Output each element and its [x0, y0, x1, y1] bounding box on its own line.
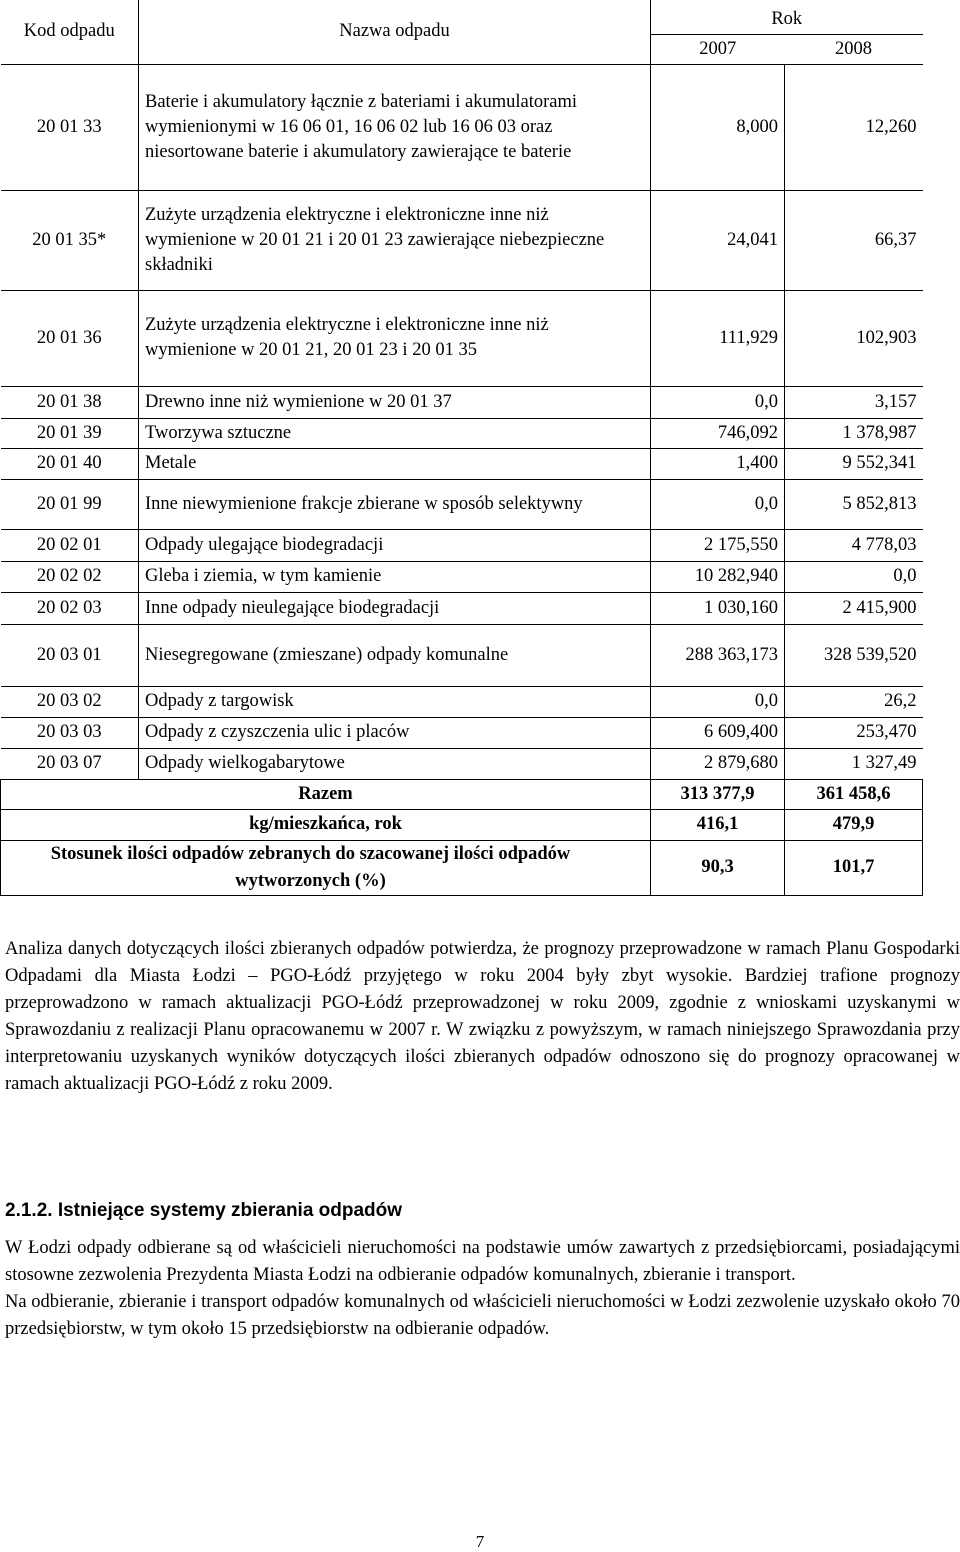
- row-value-2007: 0,0: [651, 686, 785, 717]
- table-row: [1, 418, 923, 448]
- row-nazwa: Odpady ulegające biodegradacji: [139, 529, 651, 561]
- table-row: [1, 290, 923, 386]
- row-kod: 20 03 01: [1, 624, 139, 686]
- row-kod: 20 03 02: [1, 686, 139, 717]
- systems-paragraph-2: Na odbieranie, zbieranie i transport odpadów komunalnych od właścicieli nieruchomości w Łodzi zezwolenie uzyskało około 70 przedsiębiorstw, w tym około 15 przedsiębiorstw na odbieranie odpadów.: [5, 1292, 960, 1339]
- systems-paragraph-block: [5, 1235, 960, 1343]
- row-kod: 20 01 35*: [1, 190, 139, 290]
- row-value-2007: 6 609,400: [651, 717, 785, 748]
- row-nazwa: Zużyte urządzenia elektryczne i elektroniczne inne niż wymienione w 20 01 21 i 20 01 23 zawierające niebezpieczne składniki: [139, 190, 651, 290]
- header-2007: 2007: [651, 34, 785, 64]
- row-nazwa: Metale: [139, 448, 651, 479]
- row-nazwa: Niesegregowane (zmieszane) odpady komunalne: [139, 624, 651, 686]
- summary-row: [1, 840, 923, 895]
- row-kod: 20 01 36: [1, 290, 139, 386]
- summary-row: [1, 779, 923, 809]
- table-row: [1, 190, 923, 290]
- table-row: [1, 448, 923, 479]
- header-nazwa: Nazwa odpadu: [139, 0, 651, 64]
- table-row: [1, 624, 923, 686]
- row-value-2007: 1,400: [651, 448, 785, 479]
- analysis-paragraph-block: [5, 936, 960, 1098]
- header-rok: Rok: [651, 0, 923, 34]
- summary-label: Stosunek ilości odpadów zebranych do szacowanej ilości odpadów wytworzonych (%): [1, 840, 651, 895]
- table-row: [1, 686, 923, 717]
- summary-value-2008: 479,9: [785, 809, 923, 840]
- summary-value-2007: 313 377,9: [651, 779, 785, 809]
- row-kod: 20 02 03: [1, 592, 139, 624]
- row-kod: 20 01 99: [1, 479, 139, 529]
- row-nazwa: Odpady z czyszczenia ulic i placów: [139, 717, 651, 748]
- row-nazwa: Zużyte urządzenia elektryczne i elektroniczne inne niż wymienione w 20 01 21, 20 01 23 i 20 01 35: [139, 290, 651, 386]
- table-row: [1, 592, 923, 624]
- summary-value-2008: 101,7: [785, 840, 923, 895]
- page-number: 7: [475, 1532, 485, 1551]
- row-value-2007: 288 363,173: [651, 624, 785, 686]
- row-value-2007: 1 030,160: [651, 592, 785, 624]
- row-value-2008: 102,903: [785, 290, 923, 386]
- row-value-2008: 1 378,987: [785, 418, 923, 448]
- header-2008: 2008: [785, 34, 923, 64]
- row-value-2007: 24,041: [651, 190, 785, 290]
- summary-row: [1, 809, 923, 840]
- row-kod: 20 02 01: [1, 529, 139, 561]
- row-nazwa: Baterie i akumulatory łącznie z bateriami i akumulatorami wymienionymi w 16 06 01, 16 06 02 lub 16 06 03 oraz niesortowane baterie i akumulatory zawierające te baterie: [139, 64, 651, 190]
- row-nazwa: Odpady wielkogabarytowe: [139, 748, 651, 779]
- row-value-2008: 26,2: [785, 686, 923, 717]
- row-nazwa: Odpady z targowisk: [139, 686, 651, 717]
- header-kod: Kod odpadu: [1, 0, 139, 64]
- summary-value-2007: 90,3: [651, 840, 785, 895]
- row-value-2007: 746,092: [651, 418, 785, 448]
- row-value-2007: 111,929: [651, 290, 785, 386]
- row-value-2008: 12,260: [785, 64, 923, 190]
- table-row: [1, 561, 923, 592]
- table-row: [1, 64, 923, 190]
- systems-paragraph-1: W Łodzi odpady odbierane są od właścicieli nieruchomości na podstawie umów zawartych z przedsiębiorcami, posiadającymi stosowne zezwolenia Prezydenta Miasta Łodzi na odbieranie odpadów komunalnych, zbieranie i transport.: [5, 1238, 960, 1285]
- row-value-2008: 1 327,49: [785, 748, 923, 779]
- header-row: [1, 0, 923, 34]
- row-value-2007: 0,0: [651, 479, 785, 529]
- table-row: [1, 748, 923, 779]
- table-row: [1, 529, 923, 561]
- row-value-2008: 328 539,520: [785, 624, 923, 686]
- table-row: [1, 717, 923, 748]
- row-value-2007: 0,0: [651, 386, 785, 418]
- row-kod: 20 01 38: [1, 386, 139, 418]
- row-value-2008: 0,0: [785, 561, 923, 592]
- section-heading: 2.1.2. Istniejące systemy zbierania odpadów: [5, 1200, 403, 1221]
- row-kod: 20 01 39: [1, 418, 139, 448]
- summary-label: Razem: [1, 779, 651, 809]
- row-value-2007: 10 282,940: [651, 561, 785, 592]
- row-nazwa: Inne odpady nieulegające biodegradacji: [139, 592, 651, 624]
- summary-value-2008: 361 458,6: [785, 779, 923, 809]
- row-nazwa: Tworzywa sztuczne: [139, 418, 651, 448]
- row-value-2008: 3,157: [785, 386, 923, 418]
- row-value-2008: 2 415,900: [785, 592, 923, 624]
- row-kod: 20 03 07: [1, 748, 139, 779]
- row-kod: 20 01 40: [1, 448, 139, 479]
- row-value-2007: 2 879,680: [651, 748, 785, 779]
- summary-label: kg/mieszkańca, rok: [1, 809, 651, 840]
- analysis-paragraph: Analiza danych dotyczących ilości zbieranych odpadów potwierdza, że prognozy przeprowadzone w ramach Planu Gospodarki Odpadami dla Miasta Łodzi – PGO-Łódź przyjętego w roku 2004 były zbyt wysokie. Bardziej trafione prognozy przeprowadzono w ramach aktualizacji PGO-Łódź przeprowadzonej w roku 2009, zgodnie z wnioskami uzyskanymi w Sprawozdaniu z realizacji Planu opracowanemu w 2007 r. W związku z powyższym, w ramach niniejszego Sprawozdania przy interpretowaniu uzyskanych wyników dotyczących ilości zbieranych odpadów odnoszono się do prognozy opracowanej w ramach aktualizacji PGO-Łódź z roku 2009.: [5, 939, 960, 1094]
- row-value-2008: 253,470: [785, 717, 923, 748]
- row-value-2008: 5 852,813: [785, 479, 923, 529]
- row-kod: 20 03 03: [1, 717, 139, 748]
- table-row: [1, 386, 923, 418]
- row-value-2008: 66,37: [785, 190, 923, 290]
- table-row: [1, 479, 923, 529]
- row-value-2007: 2 175,550: [651, 529, 785, 561]
- row-nazwa: Inne niewymienione frakcje zbierane w sposób selektywny: [139, 479, 651, 529]
- row-kod: 20 02 02: [1, 561, 139, 592]
- row-kod: 20 01 33: [1, 64, 139, 190]
- row-nazwa: Drewno inne niż wymienione w 20 01 37: [139, 386, 651, 418]
- row-nazwa: Gleba i ziemia, w tym kamienie: [139, 561, 651, 592]
- summary-value-2007: 416,1: [651, 809, 785, 840]
- row-value-2008: 4 778,03: [785, 529, 923, 561]
- row-value-2008: 9 552,341: [785, 448, 923, 479]
- row-value-2007: 8,000: [651, 64, 785, 190]
